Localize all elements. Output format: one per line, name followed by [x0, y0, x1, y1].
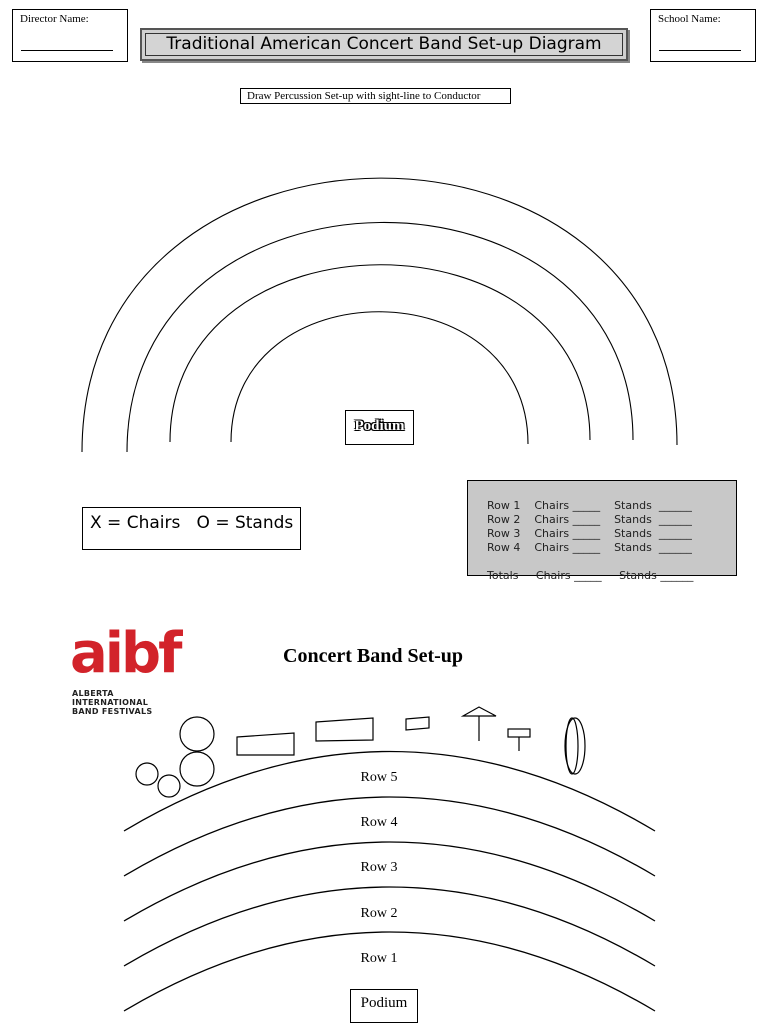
row-1-label: Row 1 [360, 951, 398, 966]
legend-text: X = Chairs O = Stands [90, 513, 294, 533]
aibf-logo [70, 621, 212, 718]
bass-drum-rim [566, 718, 578, 774]
legend-box [82, 507, 301, 550]
cymbal-stand-icon [463, 707, 496, 716]
count-totals-row: Totals Chairs _____ Stands ______ [487, 569, 694, 582]
row-3-label: Row 3 [360, 860, 398, 875]
count-row-4: Row 4 Chairs _____ Stands ______ [487, 541, 692, 554]
row-curves [124, 752, 655, 1012]
mallet-instrument-1-icon [237, 733, 294, 755]
count-row-1: Row 1 Chairs _____ Stands ______ [487, 499, 692, 512]
logo-line-1: ALBERTA [72, 689, 114, 698]
page-title: Traditional American Concert Band Set-up Diagram [166, 34, 602, 54]
school-name-label: School Name: [658, 13, 721, 25]
podium-top [345, 410, 414, 445]
logo-line-3: BAND FESTIVALS [72, 707, 153, 716]
row-4-label: Row 4 [360, 815, 398, 830]
mallet-instrument-3-icon [406, 717, 429, 730]
concert-band-title: Concert Band Set-up [283, 645, 464, 667]
podium-bottom [350, 989, 418, 1023]
timpani-2-icon [180, 752, 214, 786]
count-row-3: Row 3 Chairs _____ Stands ______ [487, 527, 692, 540]
row-labels [361, 770, 398, 966]
count-row-2: Row 2 Chairs _____ Stands ______ [487, 513, 692, 526]
instruction-text: Draw Percussion Set-up with sight-line to Conductor [247, 90, 481, 102]
director-name-label: Director Name: [20, 13, 89, 25]
timpani-3-icon [136, 763, 158, 785]
podium-top-label: Podium [354, 418, 405, 434]
logo-wordmark: aibf [70, 621, 180, 686]
snare-drum-icon [508, 729, 530, 737]
row-2-label: Row 2 [360, 906, 398, 921]
row-5-label: Row 5 [360, 770, 398, 785]
timpani-4-icon [158, 775, 180, 797]
timpani-1-icon [180, 717, 214, 751]
counts-table [467, 480, 737, 582]
mallet-instrument-2-icon [316, 718, 373, 741]
logo-line-2: INTERNATIONAL [72, 698, 149, 707]
podium-bottom-label: Podium [360, 995, 408, 1011]
